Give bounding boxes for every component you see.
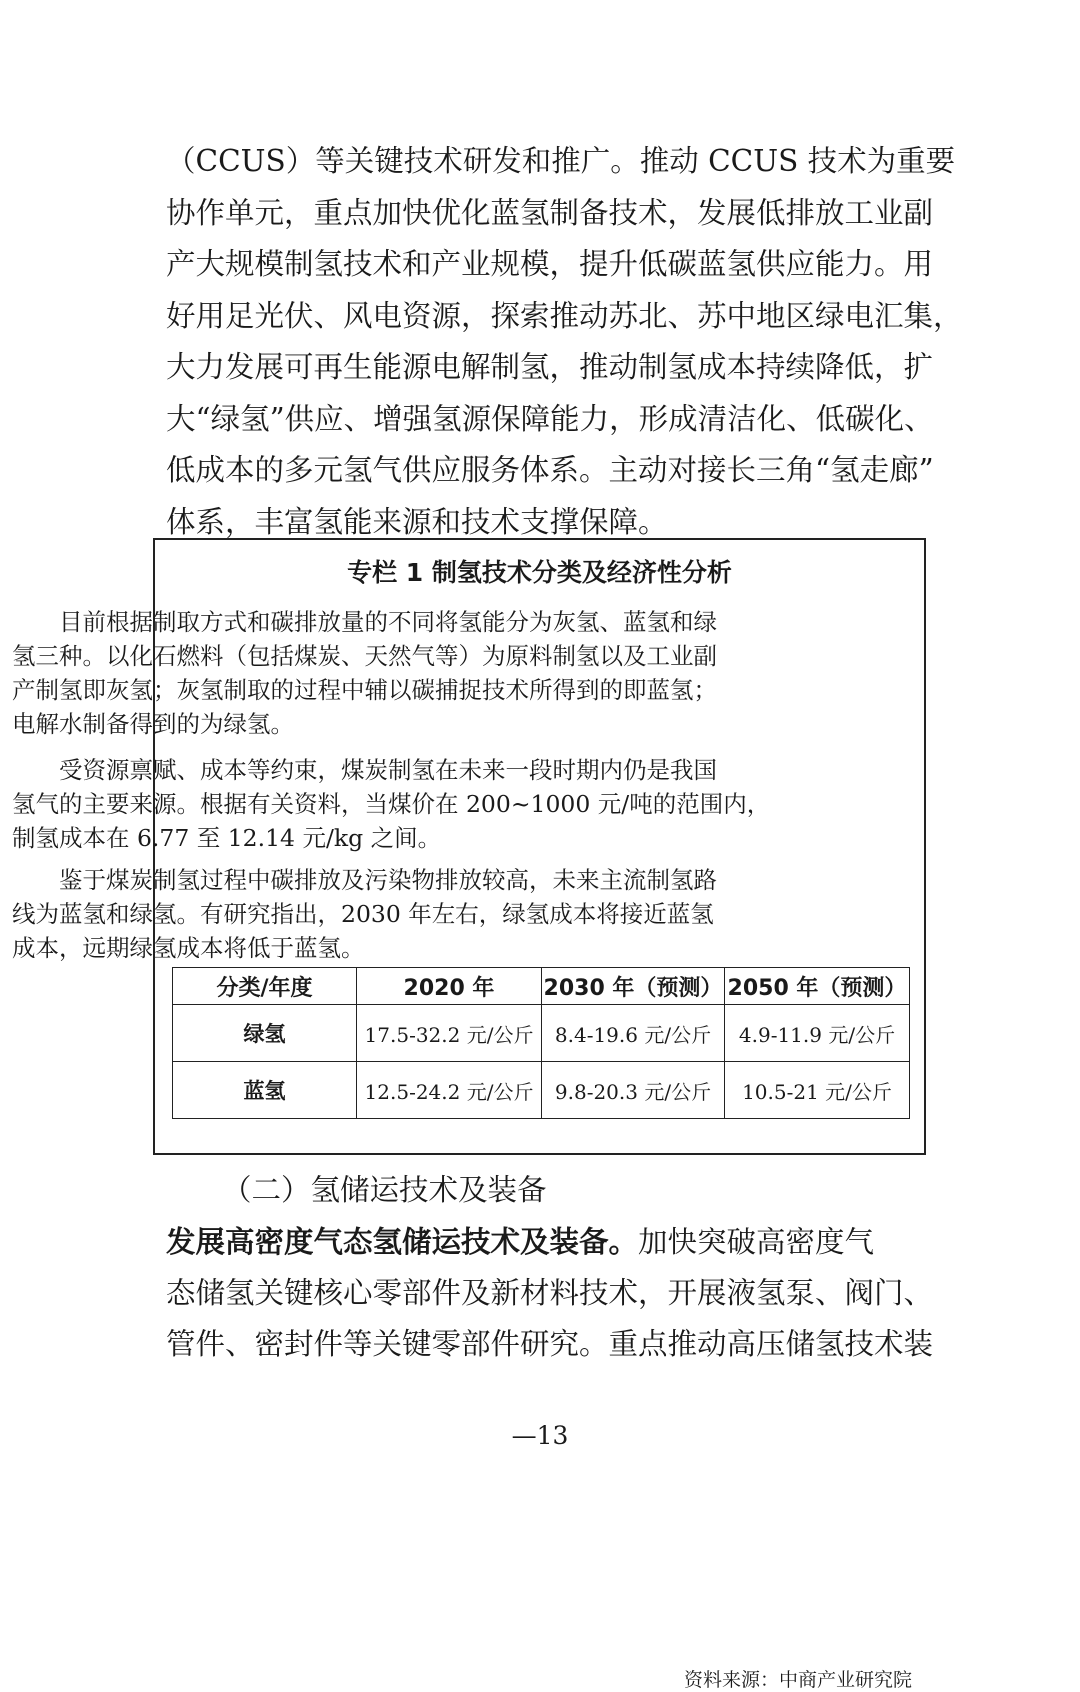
text-line: 低成本的多元氢气供应服务体系。主动对接长三角“氢走廊” — [166, 453, 934, 487]
table-row — [173, 1005, 910, 1062]
table-cell: 8.4-19.6 元/公斤 — [542, 1005, 725, 1062]
source-note: 资料来源：中商产业研究院 — [683, 1669, 912, 1691]
text-line — [166, 1216, 916, 1268]
text-line: 管件、密封件等关键零部件研究。重点推动高压储氢技术装 — [166, 1327, 934, 1361]
box-paragraph-3 — [12, 863, 762, 965]
table-row — [173, 1062, 910, 1119]
text-line: 制氢成本在 6.77 至 12.14 元/kg 之间。 — [12, 824, 442, 852]
text-line: 线为蓝氢和绿氢。有研究指出，2030 年左右，绿氢成本将接近蓝氢 — [12, 900, 714, 928]
table-header-row — [173, 968, 910, 1005]
table-cell: 4.9-11.9 元/公斤 — [725, 1005, 910, 1062]
text-line: 氢气的主要来源。根据有关资料，当煤价在 200~1000 元/吨的范围内， — [12, 790, 771, 818]
table-header-cell: 2050 年（预测） — [725, 968, 910, 1005]
table-cell: 17.5-32.2 元/公斤 — [357, 1005, 542, 1062]
text-line: 目前根据制取方式和碳排放量的不同将氢能分为灰氢、蓝氢和绿 — [12, 608, 717, 636]
text-span: 加快突破高密度气 — [638, 1225, 875, 1259]
box-paragraph-2 — [12, 753, 771, 855]
text-line: 鉴于煤炭制氢过程中碳排放及污染物排放较高，未来主流制氢路 — [12, 866, 717, 894]
table-cell: 10.5-21 元/公斤 — [725, 1062, 910, 1119]
text-line: 协作单元，重点加快优化蓝氢制备技术，发展低排放工业副 — [166, 195, 934, 230]
text-line: （CCUS）等关键技术研发和推广。推动 CCUS 技术为重要 — [166, 144, 956, 178]
table-header-cell: 分类/年度 — [173, 968, 357, 1005]
bold-lead-sentence: 发展高密度气态氢储运技术及装备。 — [166, 1224, 639, 1259]
box-paragraph-1 — [12, 605, 762, 741]
table-cell: 12.5-24.2 元/公斤 — [357, 1062, 542, 1119]
text-line: 大力发展可再生能源电解制氢，推动制氢成本持续降低，扩 — [166, 350, 934, 384]
table-row-header: 蓝氢 — [173, 1062, 357, 1119]
table-row-header: 绿氢 — [173, 1005, 357, 1062]
section-heading: （二）氢储运技术及装备 — [222, 1173, 547, 1207]
table-cell: 9.8-20.3 元/公斤 — [542, 1062, 725, 1119]
table-header-cell: 2020 年 — [357, 968, 542, 1005]
body-paragraph-2 — [166, 1216, 934, 1371]
text-line: 大“绿氢”供应、增强氢源保障能力，形成清洁化、低碳化、 — [166, 401, 934, 436]
text-line: 体系，丰富氢能来源和技术支撑保障。 — [166, 504, 668, 539]
text-line: 产制氢即灰氢；灰氢制取的过程中辅以碳捕捉技术所得到的即蓝氢； — [12, 676, 717, 704]
hydrogen-cost-table — [172, 967, 910, 1119]
text-line: 成本，远期绿氢成本将低于蓝氢。 — [12, 934, 365, 962]
table-header-cell: 2030 年（预测） — [542, 968, 725, 1005]
text-line: 态储氢关键核心零部件及新材料技术，开展液氢泵、阀门、 — [166, 1275, 934, 1310]
text-line: 产大规模制氢技术和产业规模，提升低碳蓝氢供应能力。用 — [166, 247, 934, 281]
body-paragraph-1 — [166, 136, 963, 548]
text-line: 电解水制备得到的为绿氢。 — [12, 710, 294, 738]
text-line: 受资源禀赋、成本等约束，煤炭制氢在未来一段时期内仍是我国 — [12, 756, 717, 784]
text-line: 氢三种。以化石燃料（包括煤炭、天然气等）为原料制氢以及工业副 — [12, 642, 717, 670]
page-number: —13 — [511, 1421, 569, 1450]
box-title: 专栏 1 制氢技术分类及经济性分析 — [347, 558, 732, 587]
text-line: 好用足光伏、风电资源，探索推动苏北、苏中地区绿电汇集， — [166, 298, 963, 333]
